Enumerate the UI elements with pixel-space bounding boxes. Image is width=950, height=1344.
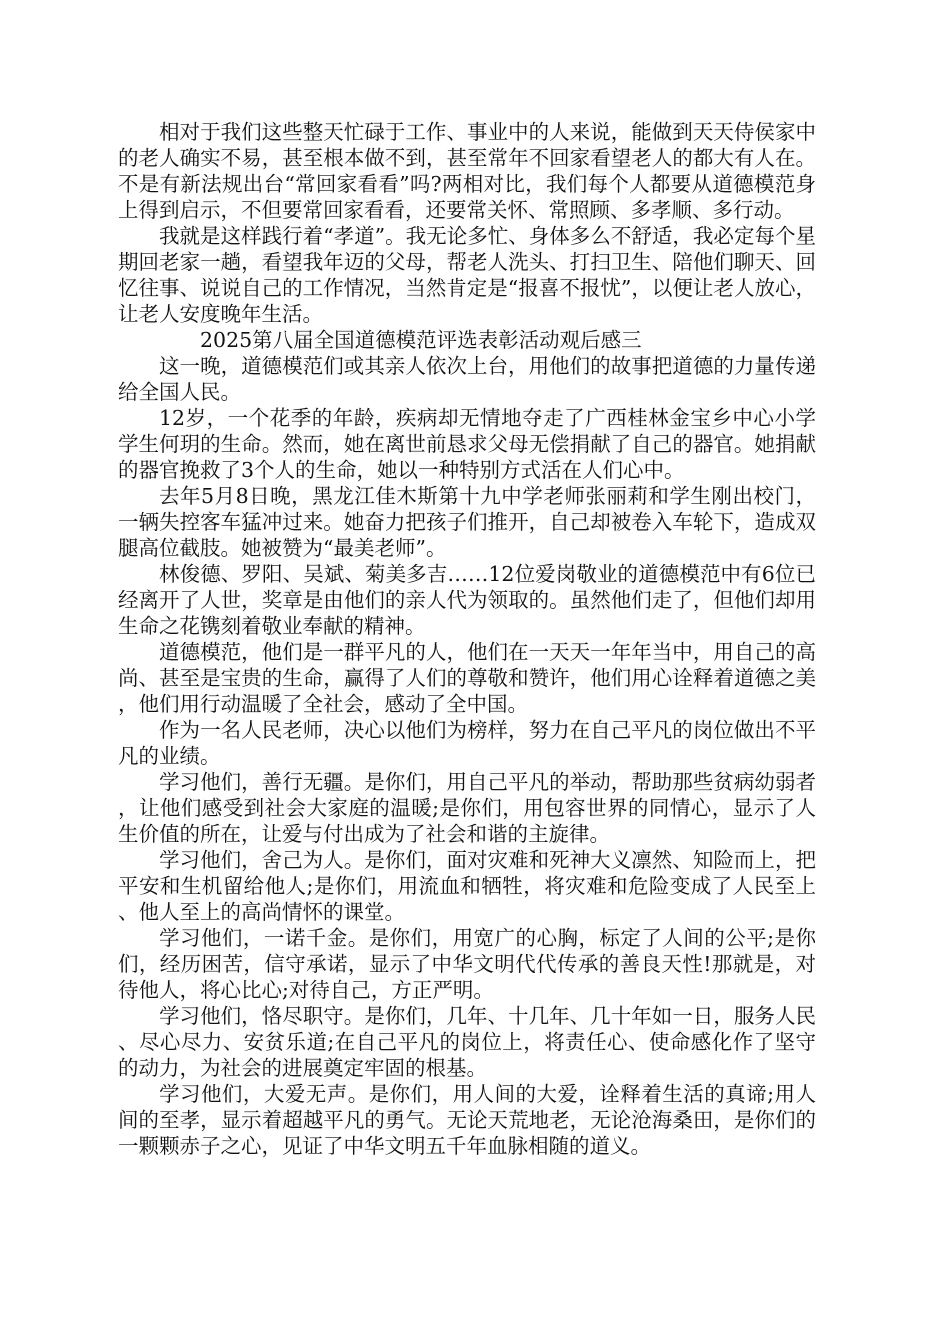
document-body [118,119,816,1159]
paragraph-silent-love: 学习他们，大爱无声。是你们，用人间的大爱，诠释着生活的真谛;用人间的至孝，显示着超越平凡的勇气。无论天荒地老，无论沧海桑田，是你们的一颗颗赤子之心，见证了中华文明五千年血脉相随的道义。 [118,1082,816,1158]
paragraph-filial-reflection: 相对于我们这些整天忙碌于工作、事业中的人来说，能做到天天侍侯家中的老人确实不易，甚至根本做不到，甚至常年不回家看望老人的都大有人在。不是有新法规出台“常回家看看”吗?两相对比，我们每个人都要从道德模范身上得到启示，不但要常回家看看，还要常关怀、常照顾、多孝顺、多行动。 [118,120,816,222]
paragraph-kindness: 学习他们，善行无疆。是你们，用自己平凡的举动，帮助那些贫病幼弱者，让他们感受到社会大家庭的温暖;是你们，用包容世界的同情心，显示了人生价值的所在，让爱与付出成为了社会和谐的主旋律。 [118,770,816,846]
paragraph-he-yue: 12岁，一个花季的年龄，疾病却无情地夺走了广西桂林金宝乡中心小学学生何玥的生命。然而，她在离世前恳求父母无偿捐献了自己的器官。她捐献的器官挽救了3个人的生命，她以一种特别方式活在人们心中。 [118,406,816,482]
paragraph-self-sacrifice: 学习他们，舍己为人。是你们，面对灾难和死神大义凛然、知险而上，把平安和生机留给他人;是你们，用流血和牺牲，将灾难和危险变成了人民至上、他人至上的高尚情怀的课堂。 [118,848,816,924]
paragraph-teacher-resolve: 作为一名人民老师，决心以他们为榜样，努力在自己平凡的岗位做出不平凡的业绩。 [118,718,816,768]
paragraph-zhang-lili: 去年5月8日晚，黑龙江佳木斯第十九中学老师张丽莉和学生刚出校门，一辆失控客车猛冲过来。她奋力把孩子们推开，自己却被卷入车轮下，造成双腿高位截肢。她被赞为“最美老师”。 [118,484,816,560]
paragraph-dedicated-models: 林俊德、罗阳、吴斌、菊美多吉……12位爱岗敬业的道德模范中有6位已经离开了人世，奖章是由他们的亲人代为领取的。虽然他们走了，但他们却用生命之花镌刻着敬业奉献的精神。 [118,562,816,638]
paragraph-ordinary-people: 道德模范，他们是一群平凡的人，他们在一天天一年年当中，用自己的高尚、甚至是宝贵的生命，赢得了人们的尊敬和赞许，他们用心诠释着道德之美，他们用行动温暖了全社会，感动了全中国。 [118,640,816,716]
section-title: 2025第八届全国道德模范评选表彰活动观后感三 [200,328,642,352]
paragraph-practicing-filial-piety: 我就是这样践行着“孝道”。我无论多忙、身体多么不舒适，我必定每个星期回老家一趟，看望我年迈的父母，帮老人洗头、打扫卫生、陪他们聊天、回忆往事、说说自己的工作情况，当然肯定是“报喜不报忧”，以便让老人放心，让老人安度晚年生活。 [118,224,816,326]
paragraph-keeping-promises: 学习他们，一诺千金。是你们，用宽广的心胸，标定了人间的公平;是你们，经历困苦，信守承诺，显示了中华文明代代传承的善良天性!那就是，对待他人，将心比心;对待自己，方正严明。 [118,926,816,1002]
paragraph-evening-stories: 这一晚，道德模范们或其亲人依次上台，用他们的故事把道德的力量传递给全国人民。 [118,354,816,404]
paragraph-dedication-to-duty: 学习他们，恪尽职守。是你们，几年、十几年、几十年如一日，服务人民、尽心尽力、安贫乐道;在自己平凡的岗位上，将责任心、使命感化作了坚守的动力，为社会的进展奠定牢固的根基。 [118,1004,816,1080]
